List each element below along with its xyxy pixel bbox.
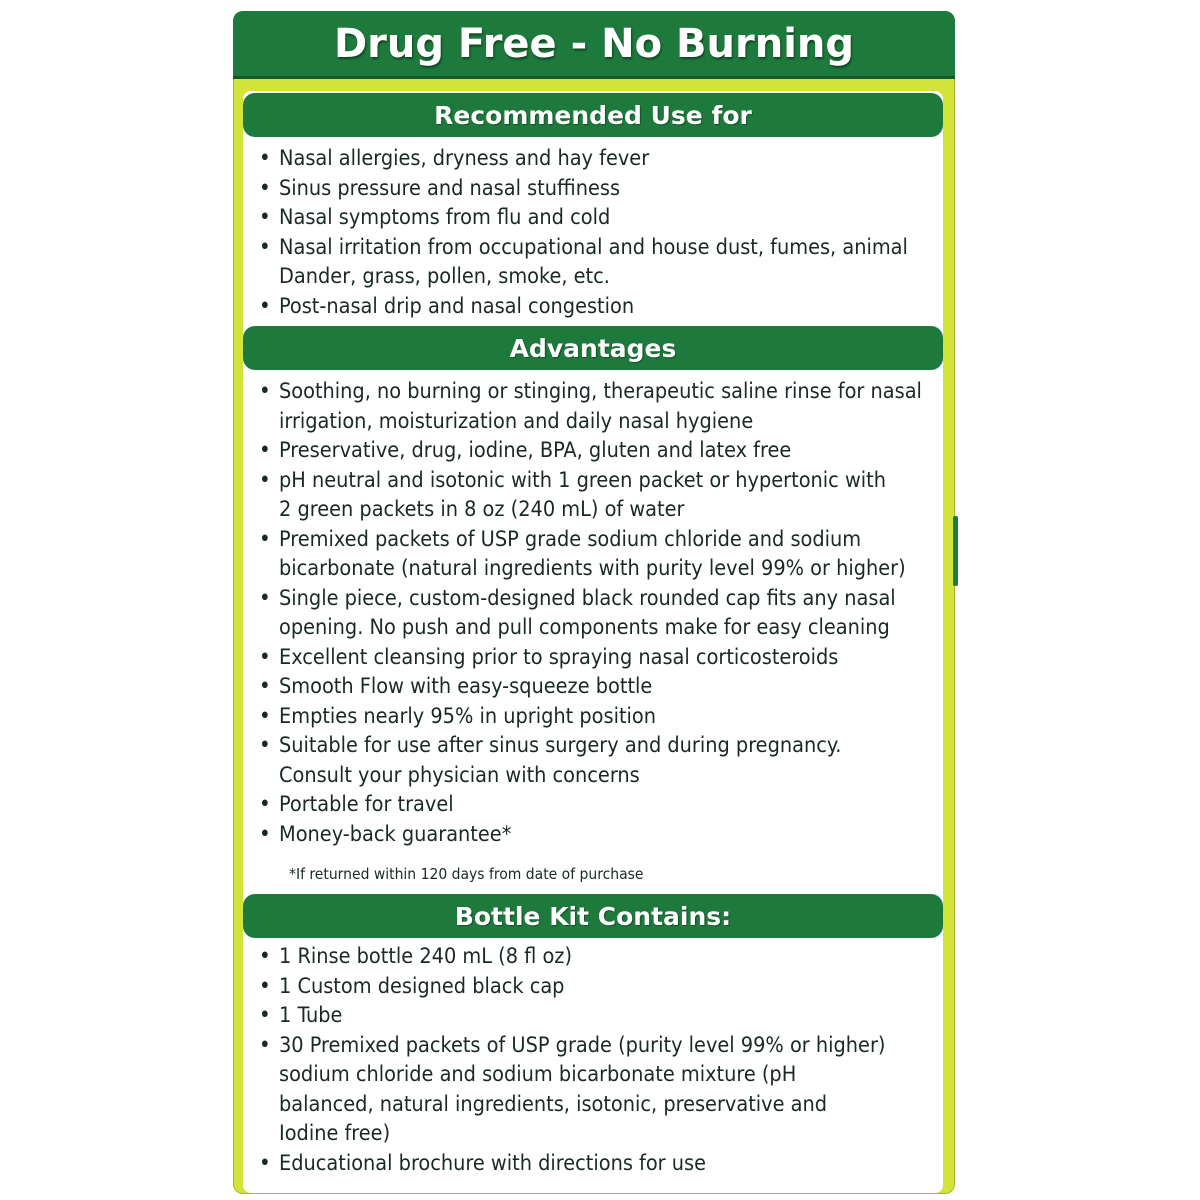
kit-list bbox=[257, 942, 933, 1178]
content-panel bbox=[243, 91, 943, 1193]
footnote: *If returned within 120 days from date of purchase bbox=[289, 865, 644, 883]
list-item: • Educational brochure with directions for use bbox=[257, 1149, 933, 1179]
list-item: • pH neutral and isotonic with 1 green packet or hypertonic with 2 green packets in 8 oz (240 mL) of water bbox=[257, 466, 899, 525]
list-item: • 1 Rinse bottle 240 mL (8 fl oz) bbox=[257, 942, 933, 972]
side-tab bbox=[953, 516, 958, 586]
list-item: • 1 Tube bbox=[257, 1001, 933, 1031]
list-item: • Post-nasal drip and nasal congestion bbox=[257, 292, 933, 322]
list-item: • Nasal allergies, dryness and hay fever bbox=[257, 144, 933, 174]
recommended-heading: Recommended Use for bbox=[434, 100, 752, 130]
list-item: • Preservative, drug, iodine, BPA, gluten and latex free bbox=[257, 436, 933, 466]
list-item: • 30 Premixed packets of USP grade (purity level 99% or higher) sodium chloride and sodium bicarbonate mixture (pH balanced, natural ingredients, isotonic, preservative and Iodine free) bbox=[257, 1031, 889, 1149]
list-item: • Empties nearly 95% in upright position bbox=[257, 702, 933, 732]
advantages-list bbox=[257, 377, 933, 849]
list-item: • Suitable for use after sinus surgery and during pregnancy. Consult your physician with concerns bbox=[257, 731, 879, 790]
list-item: • Excellent cleansing prior to spraying nasal corticosteroids bbox=[257, 643, 933, 673]
recommended-heading-bar bbox=[243, 93, 943, 137]
advantages-heading-bar bbox=[243, 326, 943, 370]
page-title: Drug Free - No Burning bbox=[333, 20, 855, 67]
list-item: • Nasal symptoms from flu and cold bbox=[257, 203, 933, 233]
list-item: • Money-back guarantee* bbox=[257, 820, 933, 850]
list-item: • Single piece, custom-designed black rounded cap fits any nasal opening. No push and pull components make for easy cleaning bbox=[257, 584, 933, 643]
product-info-card bbox=[233, 11, 955, 1194]
list-item: • Sinus pressure and nasal stuffiness bbox=[257, 174, 933, 204]
list-item: • Premixed packets of USP grade sodium chloride and sodium bicarbonate (natural ingredients with purity level 99% or higher) bbox=[257, 525, 919, 584]
list-item: • Soothing, no burning or stinging, therapeutic saline rinse for nasal irrigation, moisturization and daily nasal hygiene bbox=[257, 377, 933, 436]
advantages-heading: Advantages bbox=[509, 333, 677, 363]
list-item: • Smooth Flow with easy-squeeze bottle bbox=[257, 672, 933, 702]
title-banner bbox=[233, 11, 955, 79]
kit-heading-bar bbox=[243, 894, 943, 938]
list-item: • 1 Custom designed black cap bbox=[257, 972, 933, 1002]
recommended-list bbox=[257, 144, 933, 321]
list-item: • Nasal irritation from occupational and house dust, fumes, animal Dander, grass, pollen, smoke, etc. bbox=[257, 233, 919, 292]
kit-heading: Bottle Kit Contains: bbox=[454, 901, 732, 931]
list-item: • Portable for travel bbox=[257, 790, 933, 820]
